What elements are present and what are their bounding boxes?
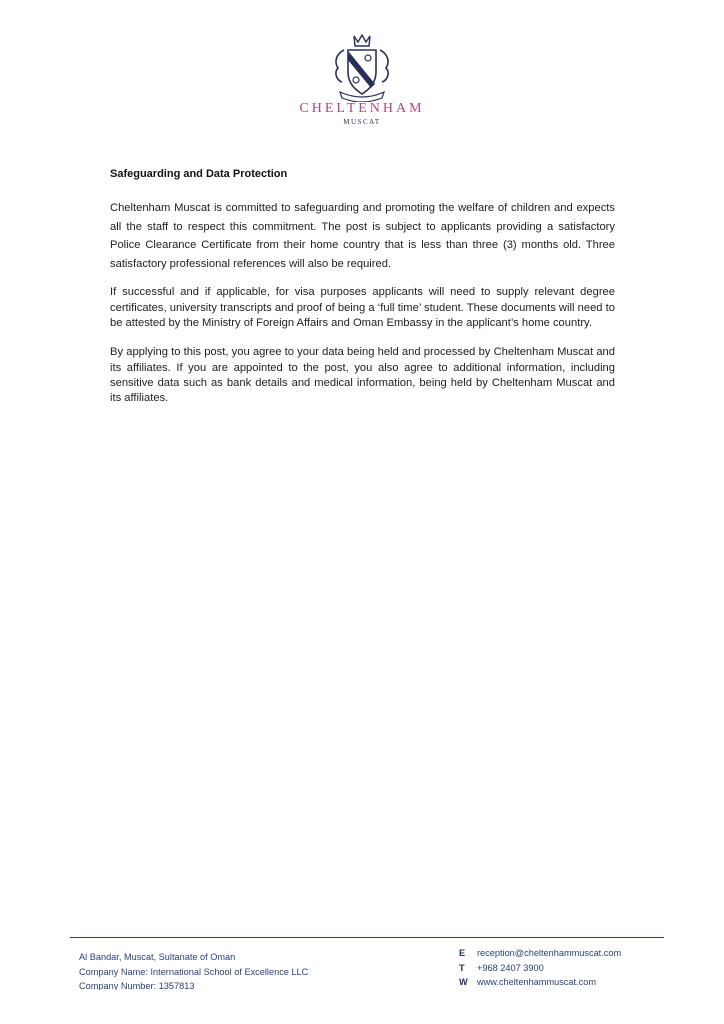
contact-email	[459, 946, 679, 961]
contact-phone	[459, 961, 679, 976]
paragraph-safeguarding: Cheltenham Muscat is committed to safeguarding and promoting the welfare of children and expects all the staff to respect this commitment. The post is subject to applicants providing a satisfactory Police Clearance Certificate from their home country that is less than three (3) months old. Three satisfactory professional references will also be required.	[110, 202, 615, 270]
paragraph-data-protection: By applying to this post, you agree to your data being held and processed by Cheltenham Muscat and its affiliates. If you are appointed to the post, you also agree to additional information, including sensitive data such as bank details and medical information, being held by Cheltenham Muscat and its affiliates.	[110, 346, 615, 405]
document-body	[110, 168, 615, 420]
footer-address: Al Bandar, Muscat, Sultanate of Oman	[79, 952, 236, 962]
footer-address-block	[79, 950, 379, 990]
footer-company-number: Company Number: 1357813	[79, 981, 195, 990]
contact-phone-key: T	[459, 962, 465, 973]
contact-website-key: W	[459, 977, 468, 987]
footer-contact-block	[459, 946, 679, 990]
contact-email-key: E	[459, 948, 466, 958]
footer-divider	[70, 937, 664, 938]
school-crest-icon	[330, 32, 394, 102]
contact-email-value[interactable]: reception@cheltenhammuscat.com	[477, 948, 622, 958]
brand-name: CHELTENHAM	[299, 101, 425, 116]
contact-website	[459, 975, 679, 990]
brand-subname: MUSCAT	[343, 118, 381, 126]
paragraph-visa: If successful and if applicable, for visa purposes applicants will need to supply relevant degree certificates, university transcripts and proof of being a ‘full time’ student. These documents will need to be attested by the Ministry of Foreign Affairs and Oman Embassy in the applicant’s home country.	[110, 286, 615, 329]
contact-website-value[interactable]: www.cheltenhammuscat.com	[477, 977, 596, 987]
section-heading: Safeguarding and Data Protection	[110, 168, 288, 180]
contact-phone-value: +968 2407 3900	[477, 962, 544, 973]
footer-company-name: Company Name: International School of Excellence LLC	[79, 966, 309, 977]
